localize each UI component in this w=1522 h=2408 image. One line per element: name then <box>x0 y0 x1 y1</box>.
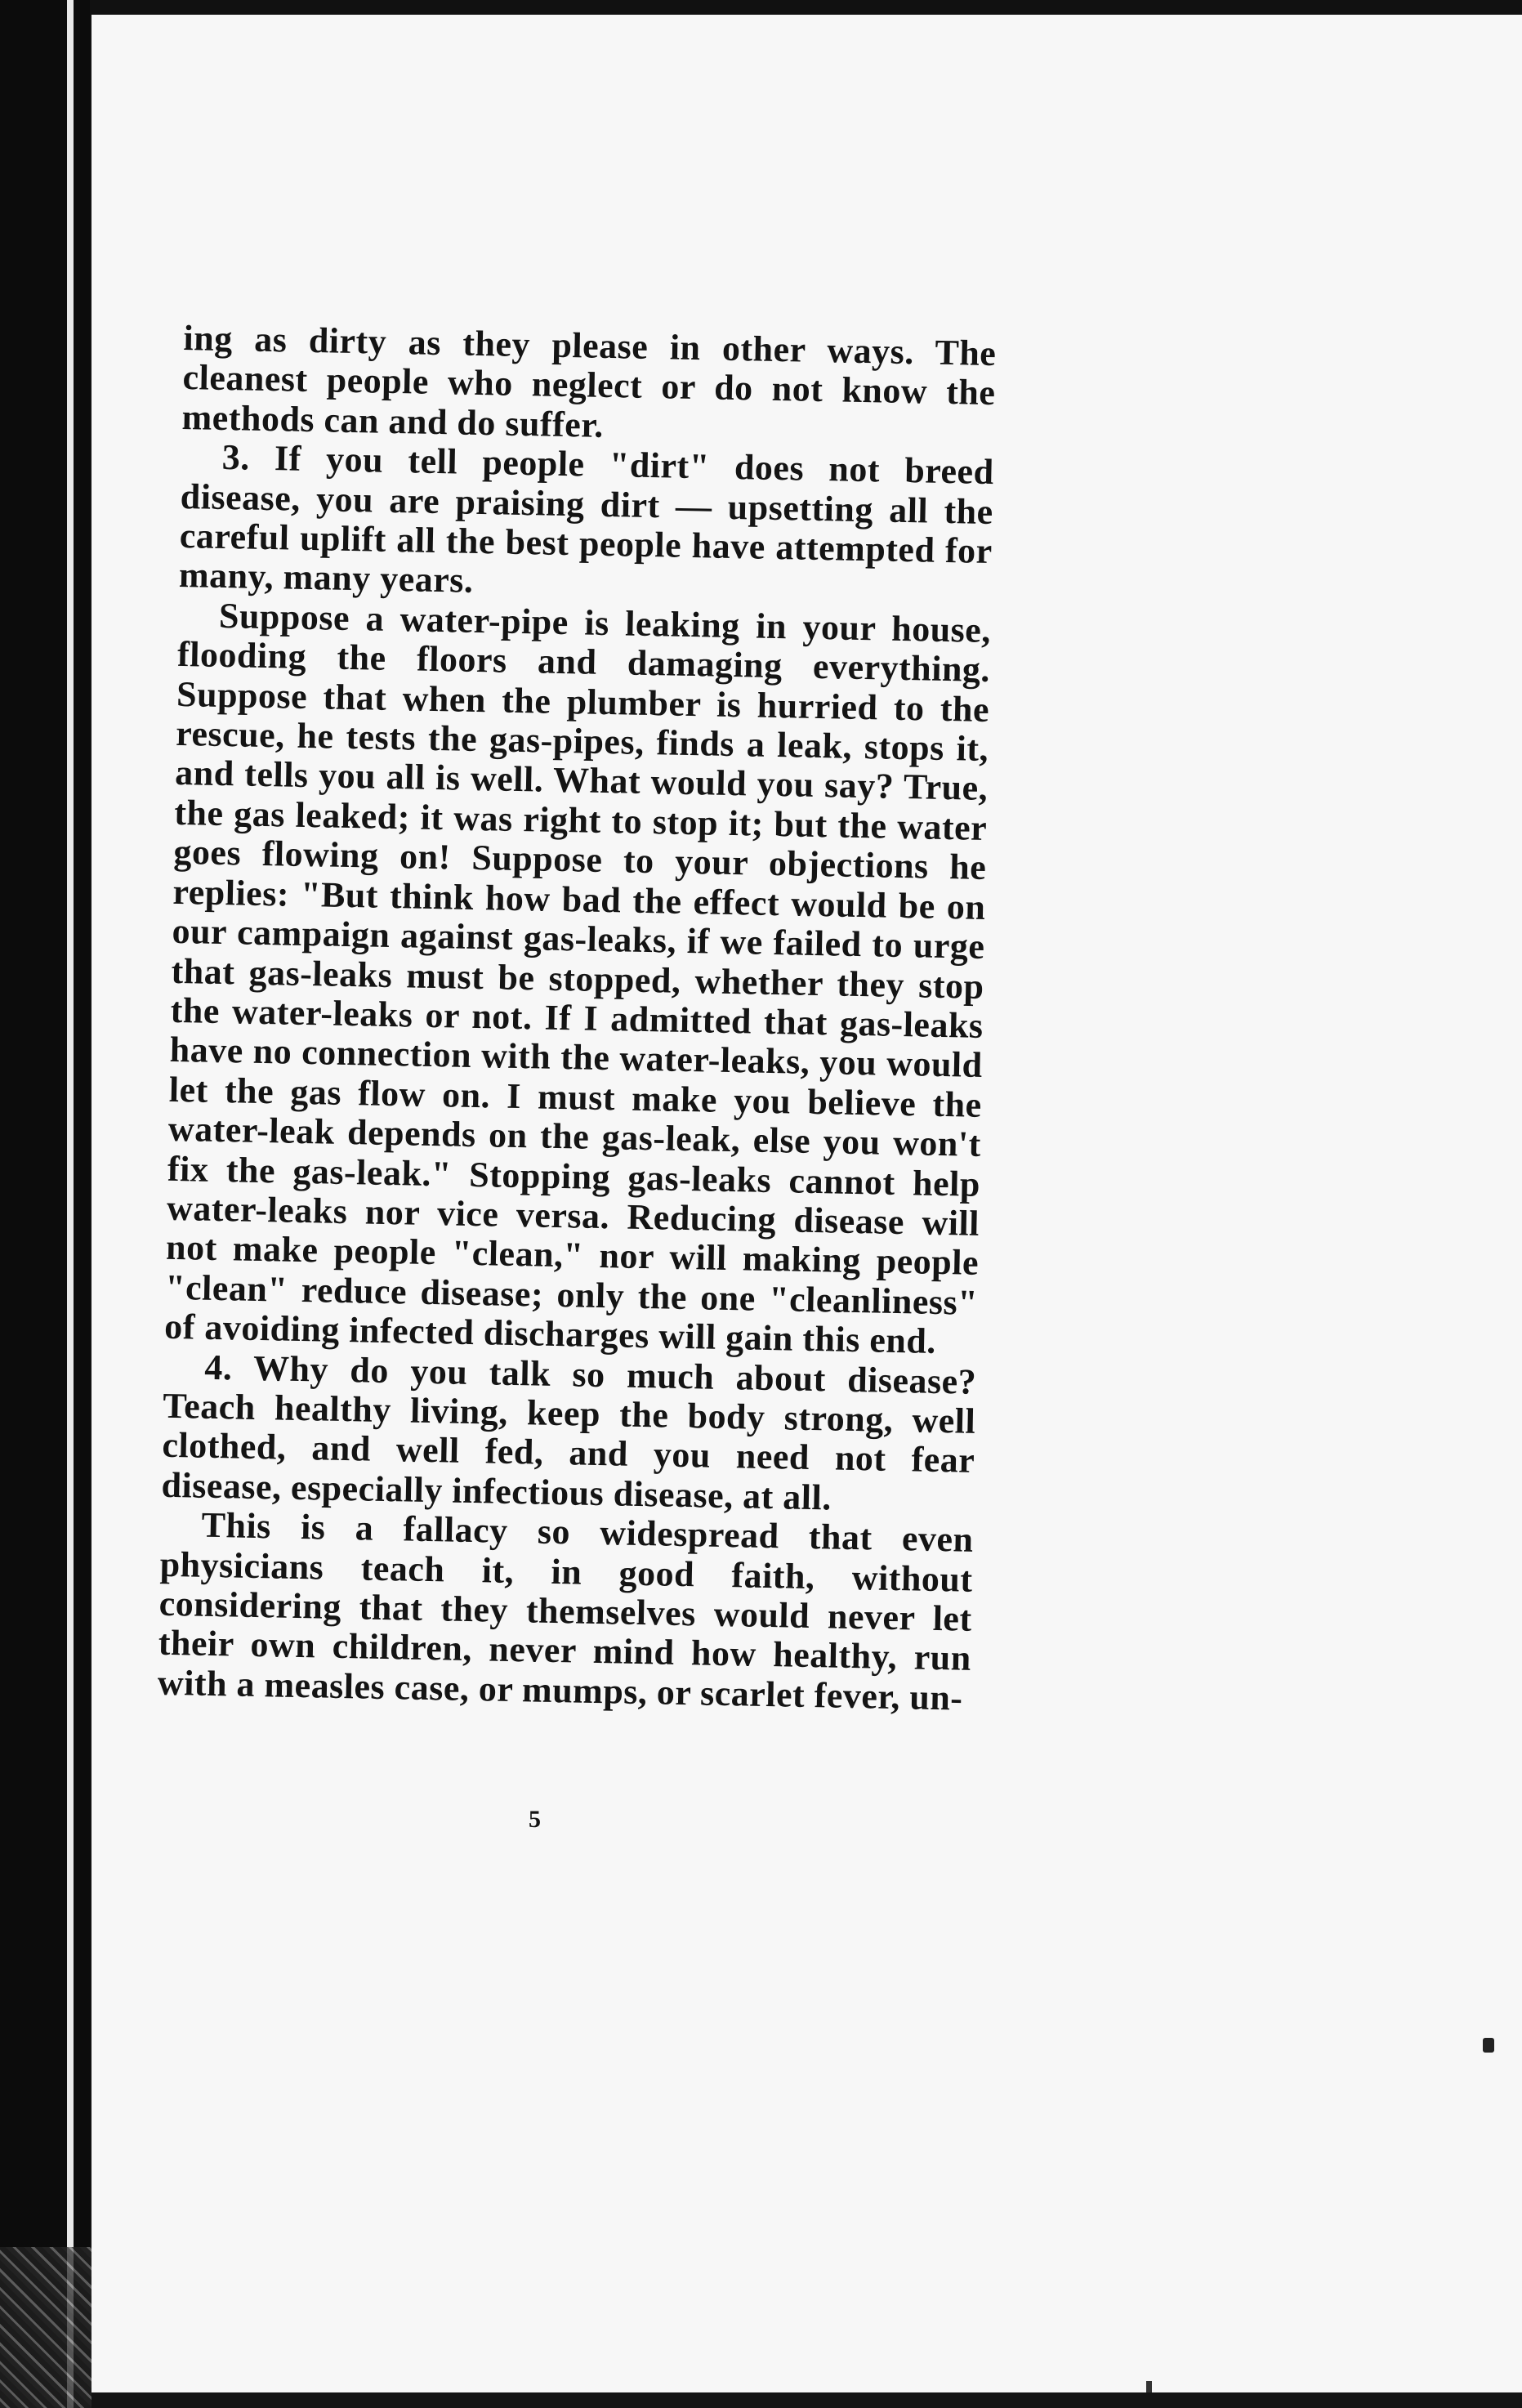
binding-margin <box>0 0 90 2408</box>
page-bottom-edge <box>91 2392 1522 2408</box>
scan-speck <box>1146 2381 1152 2392</box>
paragraph: This is a fallacy so widespread that even physicians teach it, in good faith, without considering that they themselves would never let their own children, never mind how healthy, run with a measles case, or mumps, or scarlet fever, un- <box>157 1504 974 1718</box>
paragraph: Suppose a water-pipe is leaking in your house, flooding the floors and damaging everything. Suppose that when the plumber is hurried to the rescue, he tests the gas-pipes, finds a leak, stops it, and tells you all is well. What would you say? True, the gas leaked; it was right to stop it; but the water goes flowing on! Suppose to your objections he replies: "But think how bad the effect would be on our campaign against gas-leaks, if we failed to urge that gas-leaks must be stopped, whether they stop the water-leaks or not. If I admitted that gas-leaks have no connection with the water-leaks, you would let the gas flow on. I must make you believe the water-leak depends on the gas-leak, else you won't fix the gas-leak." Stopping gas-leaks cannot help water-leaks nor vice versa. Reducing disease will not make people "clean," nor will making people "clean" reduce disease; only the one "cleanliness" of avoiding infected discharges will gain this end. <box>163 595 992 1362</box>
paragraph: 4. Why do you talk so much about disease? Teach healthy living, keep the body strong, well clothed, and well fed, and you need not fear disease, especially infectious disease, at all. <box>161 1347 977 1518</box>
page-number: 5 <box>529 1806 541 1833</box>
paragraph: 3. If you tell people "dirt" does not breed disease, you are praising dirt — upsetting all the careful uplift all the best people have attempted for many, many years. <box>178 437 995 601</box>
paragraph: ing as dirty as they please in other ways. The cleanest people who neglect or do not know the methods can and do suffer. <box>181 318 997 445</box>
scan-speck <box>1483 2038 1494 2053</box>
body-text <box>157 319 996 1718</box>
binding-edge-line <box>67 0 74 2408</box>
